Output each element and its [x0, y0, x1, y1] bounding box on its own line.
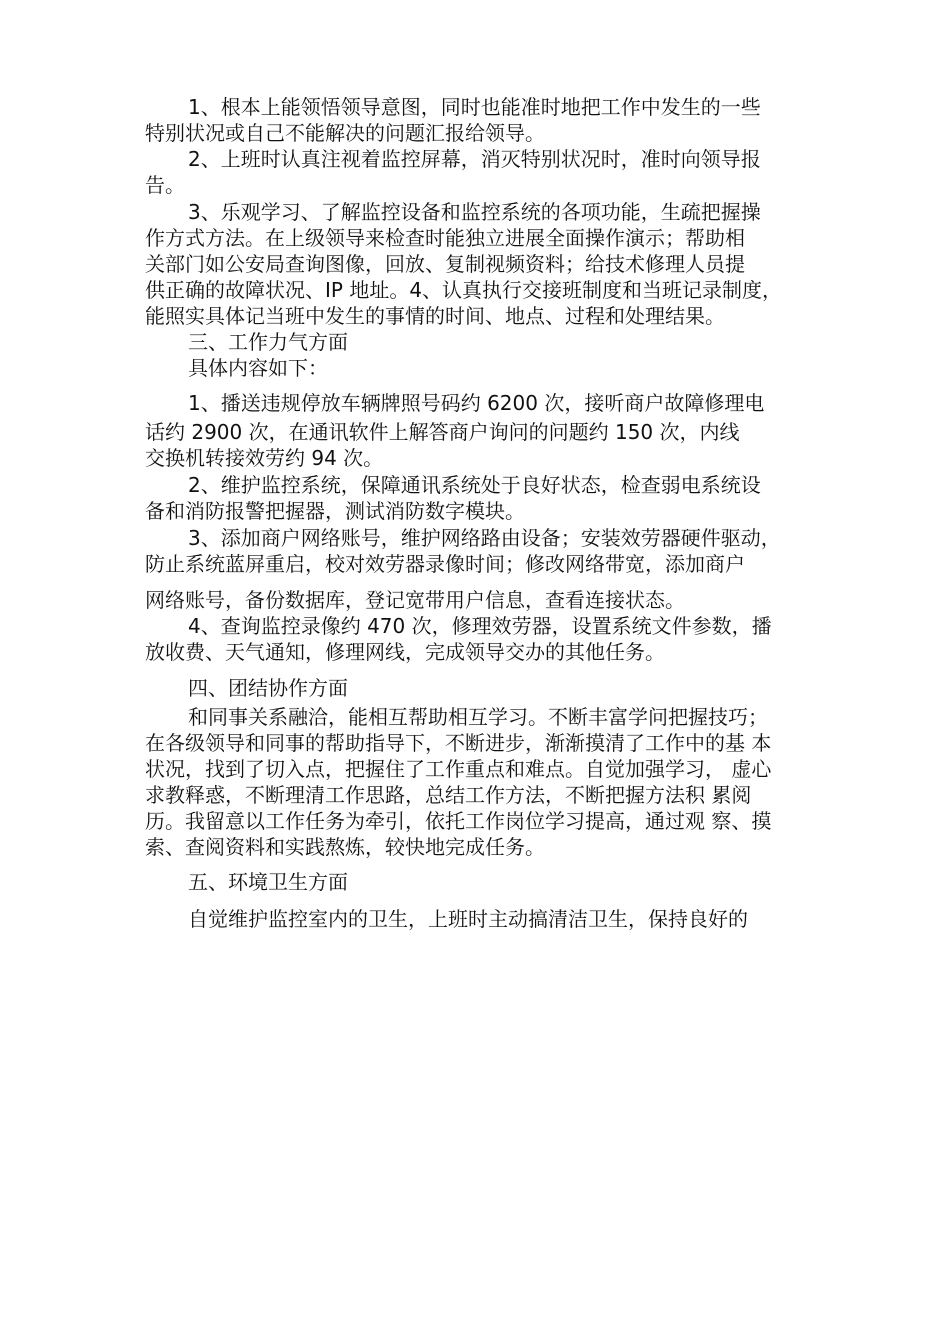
text-line: 求教释惑，不断理清工作思路，总结工作方法，不断把握方法积 累阅	[145, 783, 752, 807]
paragraph-3	[145, 199, 825, 329]
paragraph-2	[145, 146, 825, 198]
paragraph-1	[145, 94, 825, 146]
text-line: 4、查询监控录像约 470 次，修理效劳器，设置系统文件参数，播	[188, 614, 772, 638]
text-line: 2、上班时认真注视着监控屏幕，消灭特别状况时，准时向领导报	[188, 147, 761, 171]
text-line: 关部门如公安局查询图像，回放、复制视频资料；给技术修理人员提	[145, 252, 745, 276]
text-line: 3、乐观学习、了解监控设备和监控系统的各项功能，生疏把握操	[188, 200, 761, 224]
text-line: 放收费、天气通知，修理网线，完成领导交办的其他任务。	[145, 640, 665, 664]
text-line: 交换机转接效劳约 94 次。	[145, 446, 384, 470]
text-line: 具体内容如下：	[188, 356, 328, 380]
text-line: 四、团结协作方面	[188, 676, 348, 700]
paragraph-7	[145, 613, 825, 665]
text-line: 在各级领导和同事的帮助指导下，不断进步，渐渐摸清了工作中的基 本	[145, 731, 772, 755]
text-line: 历。我留意以工作任务为牵引，依托工作岗位学习提高，通过观 察、摸	[145, 809, 772, 833]
paragraph-5	[145, 472, 825, 524]
text-line: 自觉维护监控室内的卫生，上班时主动搞清洁卫生，保持良好的	[188, 907, 748, 931]
section-heading-5	[145, 869, 825, 895]
text-line: 告。	[145, 173, 185, 197]
text-line: 供正确的故障状况、IP 地址。4、认真执行交接班制度和当班记录制度，	[145, 278, 783, 302]
text-line: 话约 2900 次，在通讯软件上解答商户询问的问题约 150 次，内线	[145, 420, 740, 444]
section-heading-4	[145, 675, 825, 701]
text-line: 3、添加商户网络账号，维护网络路由设备；安装效劳器硬件驱动，	[188, 526, 781, 550]
text-line: 索、查阅资料和实践熬炼，较快地完成任务。	[145, 835, 545, 859]
paragraph-4	[145, 390, 825, 471]
text-line: 作方式方法。在上级领导来检查时能独立进展全面操作演示；帮助相	[145, 226, 745, 250]
text-line: 和同事关系融洽，能相互帮助相互学习。不断丰富学问把握技巧；	[188, 705, 768, 729]
text-line: 状况，找到了切入点，把握住了工作重点和难点。自觉加强学习， 虚心	[145, 757, 772, 781]
text-line: 三、工作力气方面	[188, 330, 348, 354]
text-line: 网络账号，备份数据库，登记宽带用户信息，查看连接状态。	[145, 588, 685, 612]
paragraph-6	[145, 525, 825, 613]
text-line: 备和消防报警把握器，测试消防数字模块。	[145, 499, 525, 523]
paragraph-9	[145, 906, 825, 932]
paragraph-8	[145, 704, 825, 860]
text-line: 特别状况或自己不能解决的问题汇报给领导。	[145, 121, 545, 145]
section-heading-3	[145, 329, 825, 355]
text-line: 1、播送违规停放车辆牌照号码约 6200 次，接听商户故障修理电	[188, 391, 765, 415]
text-line: 五、环境卫生方面	[188, 870, 348, 894]
text-line: 防止系统蓝屏重启，校对效劳器录像时间；修改网络带宽，添加商户	[145, 552, 745, 576]
paragraph-intro	[145, 355, 825, 381]
text-line: 能照实具体记当班中发生的事情的时间、地点、过程和处理结果。	[145, 304, 725, 328]
text-line: 2、维护监控系统，保障通讯系统处于良好状态，检查弱电系统设	[188, 473, 761, 497]
text-line: 1、根本上能领悟领导意图，同时也能准时地把工作中发生的一些	[188, 95, 761, 119]
